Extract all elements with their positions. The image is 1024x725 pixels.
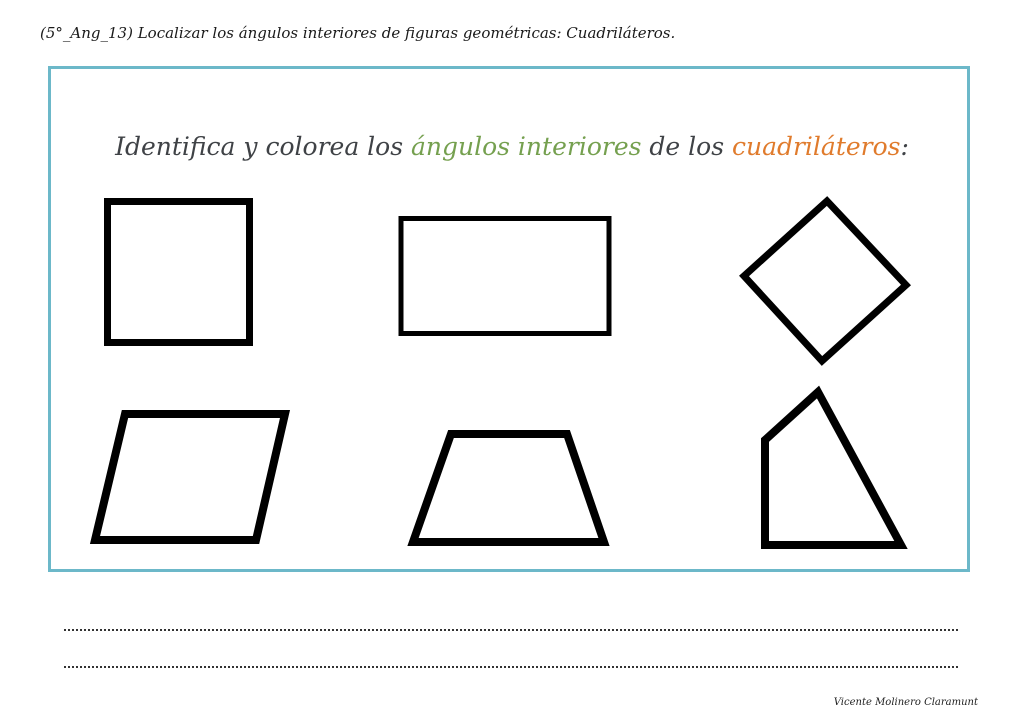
square-shape[interactable]: [108, 202, 250, 343]
instruction-highlight-angles: ángulos interiores: [411, 132, 642, 161]
instruction-text-2: de los: [641, 132, 732, 161]
worksheet-header: (5°_Ang_13) Localizar los ángulos interiores de figuras geométricas: Cuadriláteros.: [40, 24, 676, 42]
instruction-text-1: Identifica y colorea los: [115, 132, 411, 161]
author-credit: Vicente Molinero Claramunt: [833, 697, 978, 708]
rhombus-shape[interactable]: [744, 201, 906, 361]
answer-line-1[interactable]: [64, 629, 958, 631]
instruction-highlight-quadrilaterals: cuadriláteros: [731, 132, 901, 161]
parallelogram-shape[interactable]: [95, 414, 285, 540]
irregular-quadrilateral-shape[interactable]: [765, 392, 901, 545]
rectangle-shape[interactable]: [401, 219, 609, 334]
instruction-colon: :: [900, 132, 909, 161]
trapezoid-shape[interactable]: [413, 434, 604, 542]
answer-line-2[interactable]: [64, 666, 958, 668]
